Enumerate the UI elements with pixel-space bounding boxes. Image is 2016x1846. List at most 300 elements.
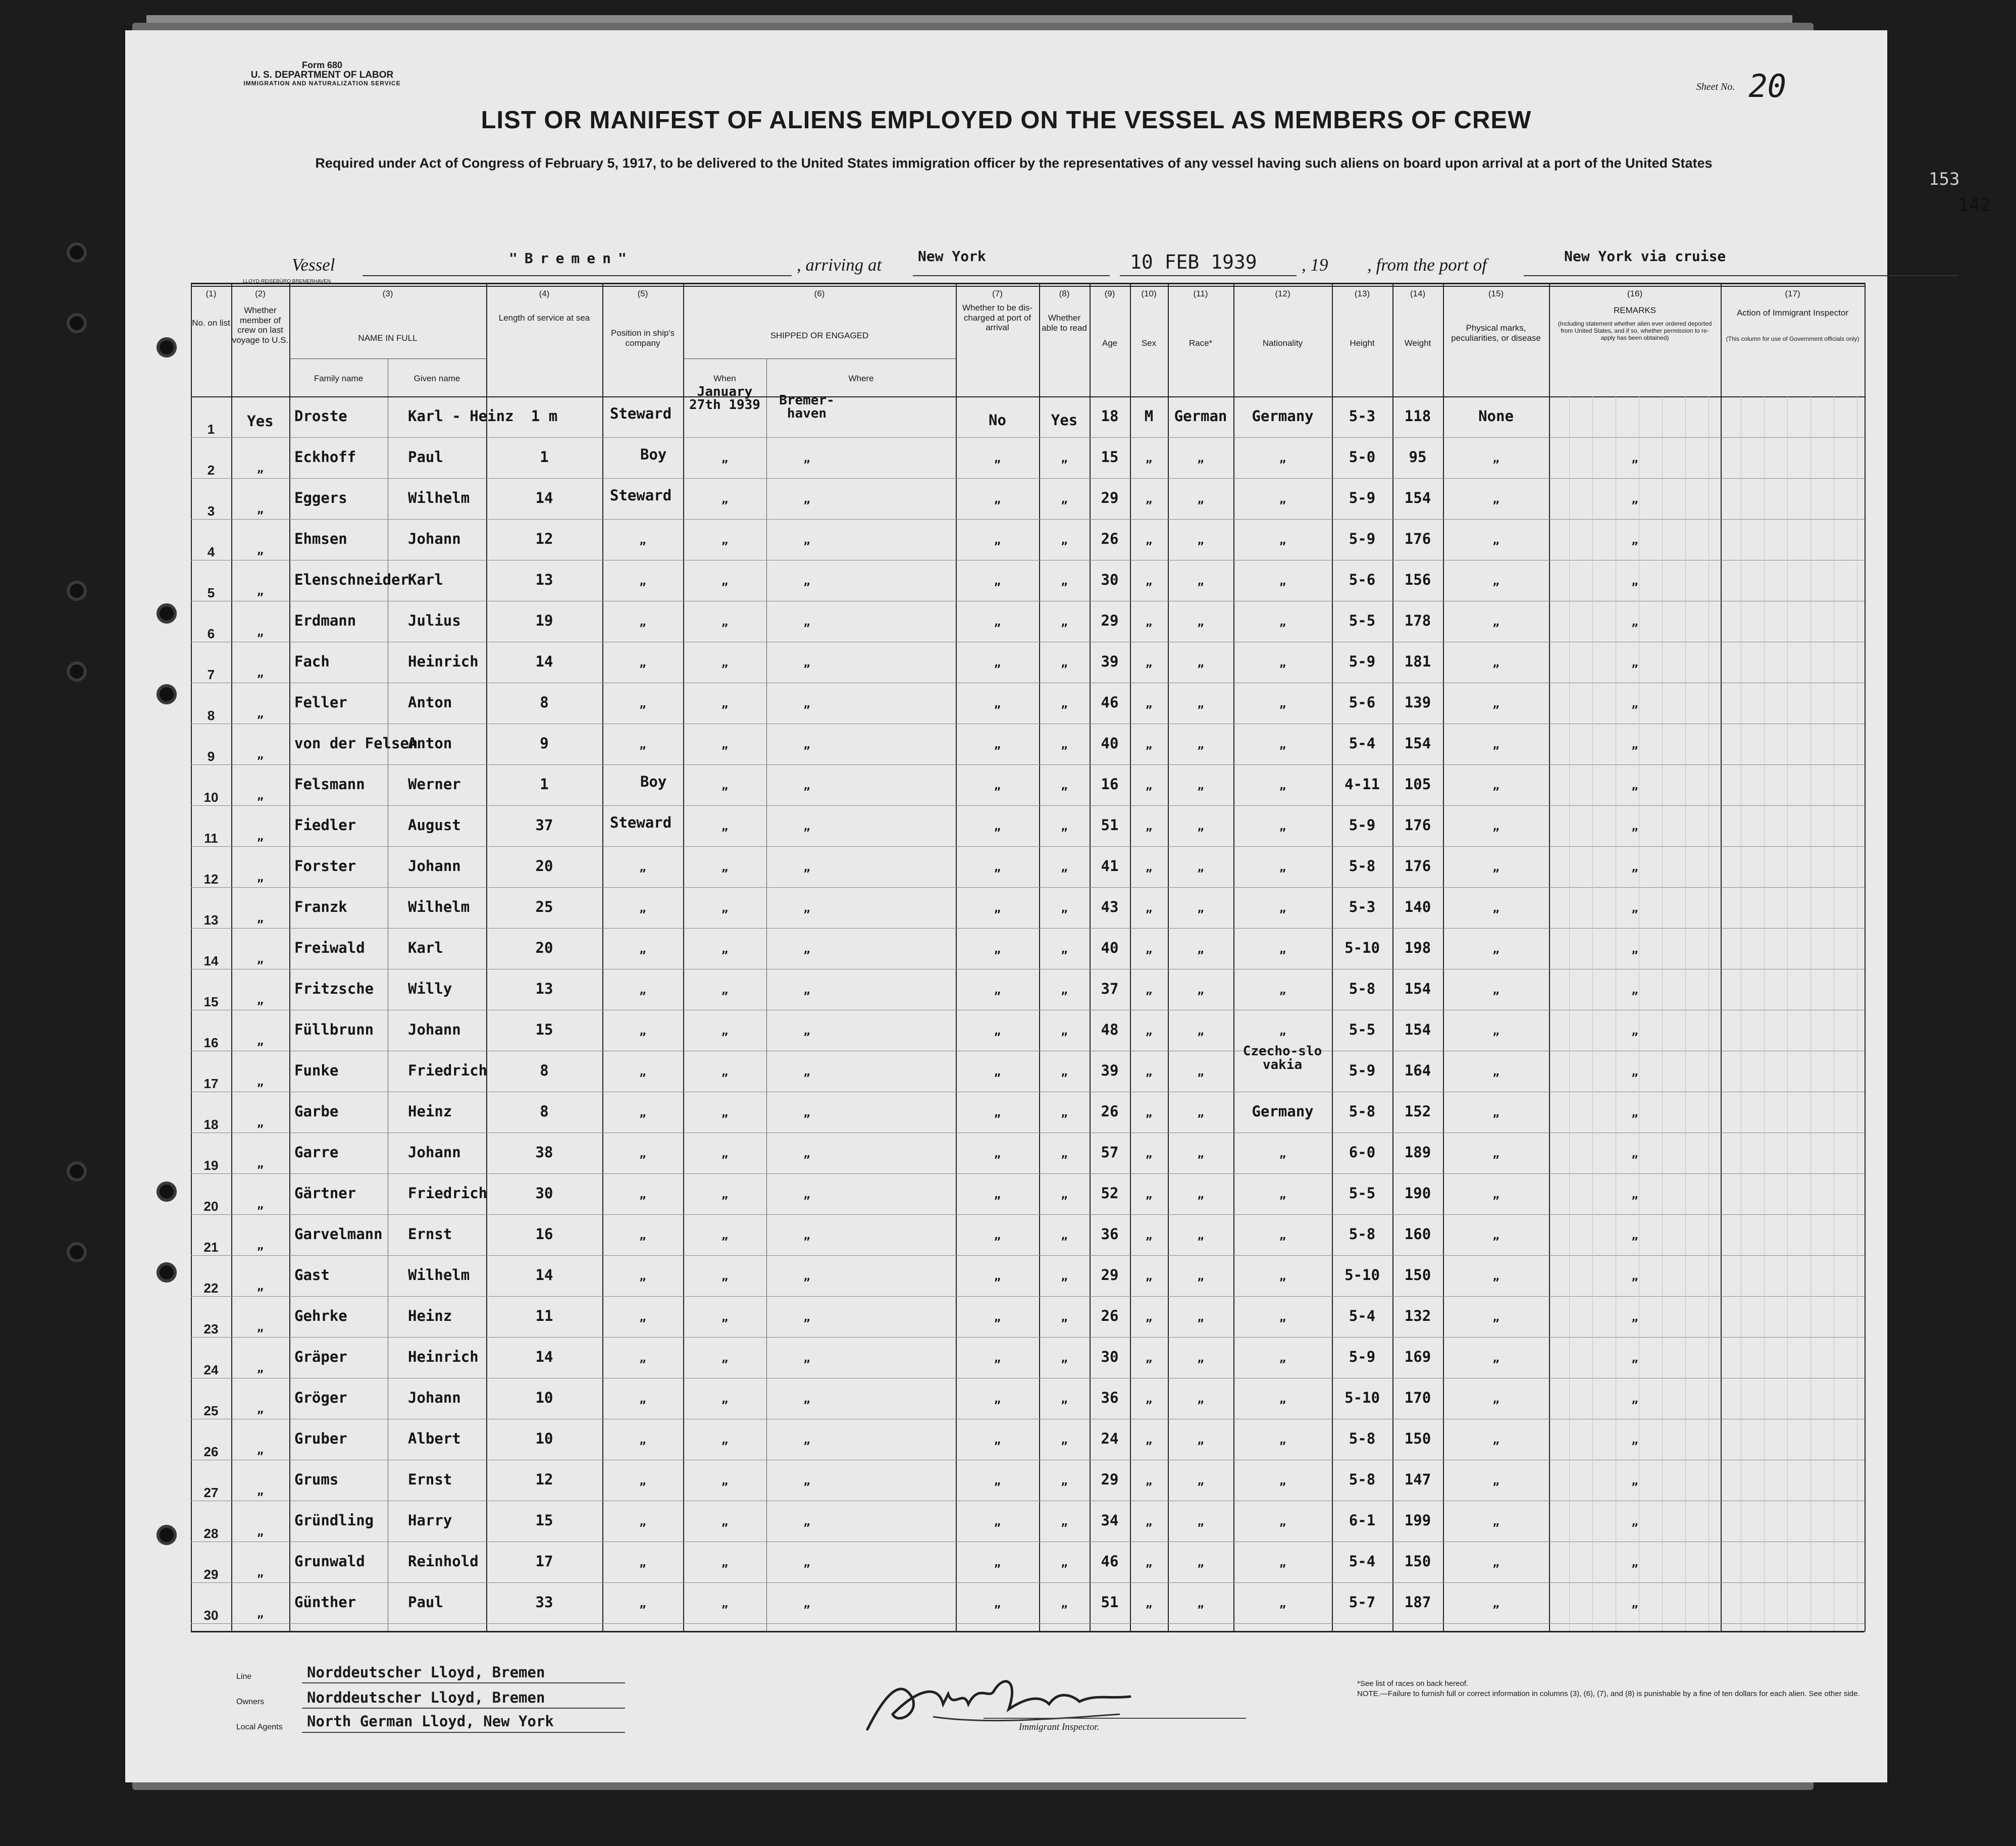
sex-ditto: „ (1145, 1107, 1153, 1119)
col-remarks-note: (Including statement whether alien ever ordered deported from United States, and if so, whether permission to re-apply has been obtained) (1558, 320, 1712, 341)
race-ditto: „ (1197, 1066, 1204, 1079)
column-number-c17: (17) (1785, 289, 1800, 298)
age: 48 (1101, 1021, 1119, 1038)
sheet-label: Sheet No. (1696, 81, 1735, 92)
table-rule (486, 283, 487, 1631)
position-ditto: „ (639, 984, 646, 997)
discharged-ditto: „ (994, 1066, 1001, 1079)
race-ditto: „ (1197, 821, 1204, 833)
table-rule (1332, 283, 1333, 1631)
shipped-when-ditto: „ (721, 698, 729, 710)
shipped-when-ditto: „ (721, 861, 729, 874)
given-name: Johann (408, 1144, 461, 1161)
table-rule (191, 283, 192, 1631)
nationality-ditto: „ (1279, 821, 1286, 833)
discharged-ditto: „ (994, 1229, 1001, 1242)
col-family-name: Family name (314, 374, 364, 383)
shipped-where-ditto: „ (803, 1557, 810, 1569)
position-ditto: „ (639, 534, 646, 547)
discharged-ditto: „ (994, 1475, 1001, 1488)
discharged-ditto: „ (994, 452, 1001, 465)
race-ditto: „ (1197, 1352, 1204, 1365)
length-of-service: 17 (535, 1553, 553, 1570)
agents-value: North German Lloyd, New York (307, 1713, 554, 1730)
family-name: Feller (294, 694, 347, 711)
discharged-ditto: „ (994, 1557, 1001, 1569)
col-given-name: Given name (413, 374, 460, 383)
position-ditto: „ (639, 1066, 646, 1079)
given-name: Heinrich (408, 1348, 479, 1365)
remarks-ditto: „ (1631, 1107, 1638, 1119)
physical-marks-ditto: „ (1492, 1475, 1500, 1488)
weight: 95 (1409, 448, 1427, 466)
given-name: Heinz (408, 1103, 452, 1120)
age: 39 (1101, 653, 1119, 670)
physical-marks-ditto: „ (1492, 1434, 1500, 1447)
race-ditto: „ (1197, 1516, 1204, 1528)
weight: 181 (1404, 653, 1431, 670)
nationality-ditto: „ (1279, 1311, 1286, 1324)
age: 26 (1101, 1307, 1119, 1324)
family-name: Droste (294, 407, 347, 425)
column-number-c5: (5) (637, 289, 648, 298)
discharged-ditto: „ (994, 1516, 1001, 1528)
footer-note (1357, 1679, 1862, 1700)
position-ditto: „ (639, 698, 646, 710)
able-to-read-ditto: „ (1061, 1270, 1068, 1283)
weight: 150 (1404, 1266, 1431, 1284)
family-name: Garre (294, 1144, 339, 1161)
shipped-when-ditto: „ (721, 821, 729, 833)
position-ditto: „ (639, 739, 646, 751)
shipped-when-ditto: „ (721, 1311, 729, 1324)
corner-number: 153 (1929, 169, 1960, 189)
row-number: 4 (207, 544, 215, 559)
position-ditto: „ (639, 1516, 646, 1528)
table-rule (289, 358, 486, 359)
crew-last-voyage-ditto: „ (256, 1444, 264, 1457)
nationality: Czecho-slovakia (1243, 1044, 1322, 1073)
sex-ditto: „ (1145, 1066, 1153, 1079)
vessel-line (292, 245, 1963, 280)
age: 26 (1101, 530, 1119, 547)
length-of-service: 20 (535, 939, 553, 956)
shipped-when-ditto: „ (721, 1107, 729, 1119)
remarks-ditto: „ (1631, 1311, 1638, 1324)
physical-marks-ditto: „ (1492, 739, 1500, 751)
race-ditto: „ (1197, 452, 1204, 465)
height: 5-5 (1349, 612, 1376, 629)
able-to-read-ditto: „ (1061, 1475, 1068, 1488)
position-ditto: „ (639, 1025, 646, 1038)
family-name: Garbe (294, 1103, 339, 1120)
crew-last-voyage-ditto: „ (256, 708, 264, 721)
family-name: Gehrke (294, 1307, 347, 1324)
physical-marks-ditto: „ (1492, 1598, 1500, 1610)
able-to-read-ditto: „ (1061, 861, 1068, 874)
shipped-where-ditto: „ (803, 1066, 810, 1079)
table-rule (1168, 283, 1169, 1631)
family-name: Garvelmann (294, 1225, 383, 1243)
given-name: Karl (408, 939, 443, 956)
weight: 160 (1404, 1225, 1431, 1243)
row-number: 16 (203, 1035, 219, 1050)
shipped-when-ditto: „ (721, 1066, 729, 1079)
crew-last-voyage-ditto: „ (256, 585, 264, 598)
column-number-c14: (14) (1410, 289, 1426, 298)
crew-last-voyage-ditto: „ (256, 749, 264, 761)
race-ditto: „ (1197, 493, 1204, 506)
sex-ditto: „ (1145, 861, 1153, 874)
race-note: *See list of races on back hereof. (1357, 1679, 1469, 1688)
crew-last-voyage-ditto: „ (256, 1485, 264, 1498)
row-number: 12 (203, 871, 219, 887)
age: 30 (1101, 571, 1119, 588)
age: 43 (1101, 898, 1119, 915)
remarks-ditto: „ (1631, 1434, 1638, 1447)
shipped-when-ditto: „ (721, 1434, 729, 1447)
column-number-c2: (2) (255, 289, 266, 298)
discharged-ditto: „ (994, 1311, 1001, 1324)
race: German (1174, 407, 1227, 425)
remarks-ditto: „ (1631, 1025, 1638, 1038)
weight: 176 (1404, 530, 1431, 547)
age: 29 (1101, 489, 1119, 506)
row-number: 2 (207, 463, 215, 478)
sex-ditto: „ (1145, 984, 1153, 997)
race-ditto: „ (1197, 861, 1204, 874)
sex-ditto: „ (1145, 1270, 1153, 1283)
nationality-ditto: „ (1279, 861, 1286, 874)
position: Steward (610, 814, 672, 831)
position-ditto: „ (639, 1229, 646, 1242)
nationality-ditto: „ (1279, 1270, 1286, 1283)
table-rule (191, 437, 1865, 438)
family-name: Gärtner (294, 1185, 356, 1202)
shipped-when-ditto: „ (721, 1270, 729, 1283)
table-rule (1443, 283, 1444, 1631)
col-discharged: Whether to be dis-charged at port of arrival (962, 303, 1032, 333)
shipped-where-ditto: „ (803, 1025, 810, 1038)
age: 16 (1101, 776, 1119, 793)
remarks-ditto: „ (1631, 943, 1638, 956)
height: 6-0 (1349, 1144, 1376, 1161)
nationality-ditto: „ (1279, 1352, 1286, 1365)
given-name: Albert (408, 1430, 461, 1447)
length-of-service: 30 (535, 1185, 553, 1202)
shipped-where-ditto: „ (803, 861, 810, 874)
sex-ditto: „ (1145, 1189, 1153, 1201)
length-of-service: 14 (535, 1348, 553, 1365)
row-number: 1 (207, 422, 215, 437)
height: 5-8 (1349, 1225, 1376, 1243)
table-rule (683, 283, 684, 1631)
weight: 132 (1404, 1307, 1431, 1324)
row-number: 27 (203, 1485, 219, 1500)
col-age: Age (1102, 338, 1118, 348)
table-rule (1764, 396, 1765, 1631)
binder-hole (67, 313, 87, 333)
column-number-c8: (8) (1059, 289, 1070, 298)
discharged-ditto: „ (994, 1434, 1001, 1447)
age: 36 (1101, 1389, 1119, 1406)
crew-last-voyage-ditto: „ (256, 1567, 264, 1579)
column-number-c1: (1) (205, 289, 217, 298)
height: 6-1 (1349, 1512, 1376, 1529)
sex-ditto: „ (1145, 698, 1153, 710)
position-ditto: „ (639, 1475, 646, 1488)
remarks-ditto: „ (1631, 1557, 1638, 1569)
crew-last-voyage-ditto: „ (256, 1117, 264, 1130)
able-to-read-ditto: „ (1061, 1516, 1068, 1528)
nationality-ditto: „ (1279, 984, 1286, 997)
family-name: Fritzsche (294, 980, 374, 997)
row-number: 21 (203, 1240, 219, 1255)
nationality-ditto: „ (1279, 1025, 1286, 1038)
position-ditto: „ (639, 943, 646, 956)
race-ditto: „ (1197, 657, 1204, 670)
sex-ditto: „ (1145, 1516, 1153, 1528)
length-of-service: 10 (535, 1389, 553, 1406)
sex-ditto: „ (1145, 575, 1153, 588)
family-name: Gründling (294, 1512, 374, 1529)
col-position: Position in ship's company (610, 328, 675, 348)
weight: 140 (1404, 898, 1431, 915)
family-name: Eggers (294, 489, 347, 506)
table-rule (1039, 283, 1040, 1631)
lloyd-stamp: LLOYD-REISEBÜRO BREMERHAVEN (242, 279, 331, 284)
physical-marks-ditto: „ (1492, 698, 1500, 710)
shipped-when-ditto: „ (721, 902, 729, 915)
crew-manifest-table (191, 279, 1865, 1656)
weight: 147 (1404, 1471, 1431, 1488)
col-no-on-list: No. on list (192, 318, 230, 328)
family-name: Felsmann (294, 776, 365, 793)
age: 29 (1101, 612, 1119, 629)
height: 5-6 (1349, 571, 1376, 588)
able-to-read: Yes (1051, 412, 1078, 429)
able-to-read-ditto: „ (1061, 1434, 1068, 1447)
physical-marks-ditto: „ (1492, 1229, 1500, 1242)
shipped-where-ditto: „ (803, 1516, 810, 1528)
physical-marks-ditto: „ (1492, 616, 1500, 629)
remarks-ditto: „ (1631, 1066, 1638, 1079)
crew-last-voyage-ditto: „ (256, 626, 264, 639)
able-to-read-ditto: „ (1061, 1352, 1068, 1365)
row-number: 6 (207, 626, 215, 641)
table-rule (191, 764, 1865, 765)
remarks-ditto: „ (1631, 1393, 1638, 1406)
col-sex: Sex (1141, 338, 1157, 348)
family-name: Freiwald (294, 939, 365, 956)
crew-last-voyage: Yes (247, 413, 274, 430)
able-to-read-ditto: „ (1061, 698, 1068, 710)
nationality-ditto: „ (1279, 1229, 1286, 1242)
position: Boy (640, 446, 667, 463)
weight: 152 (1404, 1103, 1431, 1120)
given-name: Johann (408, 530, 461, 547)
able-to-read-ditto: „ (1061, 452, 1068, 465)
sex-ditto: „ (1145, 1025, 1153, 1038)
physical-marks-ditto: „ (1492, 657, 1500, 670)
row-number: 7 (207, 667, 215, 682)
able-to-read-ditto: „ (1061, 1107, 1068, 1119)
shipped-where-ditto: „ (803, 698, 810, 710)
length-of-service: 15 (535, 1512, 553, 1529)
position-ditto: „ (639, 1434, 646, 1447)
remarks-ditto: „ (1631, 698, 1638, 710)
nationality: Germany (1252, 1103, 1314, 1120)
shipped-where-ditto: „ (803, 493, 810, 506)
physical-marks-ditto: „ (1492, 943, 1500, 956)
age: 30 (1101, 1348, 1119, 1365)
shipped-when-ditto: „ (721, 657, 729, 670)
remarks-ditto: „ (1631, 452, 1638, 465)
shipped-where-ditto: „ (803, 1270, 810, 1283)
shipped-where-ditto: „ (803, 1598, 810, 1610)
row-number: 24 (203, 1362, 219, 1377)
nationality-ditto: „ (1279, 902, 1286, 915)
row-number: 26 (203, 1444, 219, 1459)
weight: 176 (1404, 816, 1431, 834)
family-name: Funke (294, 1062, 339, 1079)
remarks-ditto: „ (1631, 780, 1638, 792)
able-to-read-ditto: „ (1061, 575, 1068, 588)
length-of-service: 15 (535, 1021, 553, 1038)
position-ditto: „ (639, 1557, 646, 1569)
table-rule (602, 283, 603, 1631)
race-ditto: „ (1197, 1393, 1204, 1406)
able-to-read-ditto: „ (1061, 902, 1068, 915)
shipped-when-ditto: „ (721, 739, 729, 751)
crew-last-voyage-ditto: „ (256, 667, 264, 680)
race-ditto: „ (1197, 1557, 1204, 1569)
age: 37 (1101, 980, 1119, 997)
able-to-read-ditto: „ (1061, 1189, 1068, 1201)
physical-marks-ditto: „ (1492, 1311, 1500, 1324)
weight: 154 (1404, 489, 1431, 506)
col-weight: Weight (1404, 338, 1431, 348)
binder-hole (157, 1262, 177, 1283)
table-rule (191, 1173, 1865, 1174)
weight: 198 (1404, 939, 1431, 956)
col-shipped-when: When (713, 374, 736, 383)
position-ditto: „ (639, 1393, 646, 1406)
col-height: Height (1350, 338, 1375, 348)
discharged-ditto: „ (994, 1189, 1001, 1201)
able-to-read-ditto: „ (1061, 1311, 1068, 1324)
row-number: 11 (204, 831, 218, 846)
shipped-where-ditto: „ (803, 1434, 810, 1447)
height: 5-7 (1349, 1594, 1376, 1611)
col-inspector-note: (This column for use of Government officials only) (1726, 335, 1859, 342)
nationality-ditto: „ (1279, 698, 1286, 710)
table-rule (1549, 283, 1550, 1631)
crew-last-voyage-ditto: „ (256, 994, 264, 1007)
race-ditto: „ (1197, 616, 1204, 629)
row-number: 18 (203, 1117, 219, 1132)
sex-ditto: „ (1145, 657, 1153, 670)
able-to-read-ditto: „ (1061, 739, 1068, 751)
age: 46 (1101, 1553, 1119, 1570)
col-nationality: Nationality (1262, 338, 1303, 348)
discharged-ditto: „ (994, 657, 1001, 670)
shipped-where-ditto: „ (803, 1189, 810, 1201)
discharged-ditto: „ (994, 943, 1001, 956)
remarks-ditto: „ (1631, 902, 1638, 915)
family-name: Gast (294, 1266, 330, 1284)
length-of-service: 11 (535, 1307, 553, 1324)
crew-last-voyage-ditto: „ (256, 1158, 264, 1170)
weight: 176 (1404, 857, 1431, 875)
discharged-ditto: „ (994, 1393, 1001, 1406)
nationality-ditto: „ (1279, 943, 1286, 956)
position-ditto: „ (639, 1598, 646, 1610)
position: Steward (610, 405, 672, 422)
height: 5-10 (1345, 1389, 1380, 1406)
shipped-when-ditto: „ (721, 1475, 729, 1488)
length-of-service: 13 (535, 571, 553, 588)
height: 5-9 (1349, 530, 1376, 547)
table-rule (191, 887, 1865, 888)
physical-marks-ditto: „ (1492, 780, 1500, 792)
column-number-c10: (10) (1141, 289, 1157, 298)
row-number: 29 (203, 1567, 219, 1582)
age: 18 (1101, 407, 1119, 425)
given-name: Heinz (408, 1307, 452, 1324)
col-inspector-action: Action of Immigrant Inspector (1736, 308, 1849, 318)
height: 5-9 (1349, 1348, 1376, 1365)
length-of-service: 1 (540, 776, 549, 793)
shipped-where-ditto: „ (803, 1393, 810, 1406)
remarks-ditto: „ (1631, 984, 1638, 997)
position-ditto: „ (639, 902, 646, 915)
table-rule (1233, 283, 1234, 1631)
column-number-c9: (9) (1104, 289, 1115, 298)
table-rule (191, 1214, 1865, 1215)
discharged-ditto: „ (994, 739, 1001, 751)
weight: 187 (1404, 1594, 1431, 1611)
position-ditto: „ (639, 657, 646, 670)
nationality-ditto: „ (1279, 1557, 1286, 1569)
vessel-name: "Bremen" (509, 250, 634, 267)
family-name: Franzk (294, 898, 347, 915)
remarks-ditto: „ (1631, 493, 1638, 506)
height: 4-11 (1345, 776, 1380, 793)
shipped-where: Bremer-haven (779, 393, 835, 421)
family-name: von der Felsen (294, 735, 418, 752)
family-name: Günther (294, 1594, 356, 1611)
height: 5-9 (1349, 489, 1376, 506)
remarks-ditto: „ (1631, 616, 1638, 629)
position-ditto: „ (639, 1107, 646, 1119)
department-name: U. S. DEPARTMENT OF LABOR (250, 69, 394, 80)
height: 5-3 (1349, 407, 1376, 425)
age: 26 (1101, 1103, 1119, 1120)
crew-last-voyage-ditto: „ (256, 544, 264, 557)
position-ditto: „ (639, 1148, 646, 1160)
year-label: , 19 (1302, 255, 1328, 275)
length-of-service: 8 (540, 694, 549, 711)
column-number-c16: (16) (1627, 289, 1643, 298)
length-of-service: 12 (535, 530, 553, 547)
remarks-ditto: „ (1631, 575, 1638, 588)
age: 40 (1101, 735, 1119, 752)
owners-value: Norddeutscher Lloyd, Bremen (307, 1689, 545, 1706)
physical-marks-ditto: „ (1492, 821, 1500, 833)
row-number: 23 (203, 1321, 219, 1337)
row-number: 20 (203, 1199, 219, 1214)
